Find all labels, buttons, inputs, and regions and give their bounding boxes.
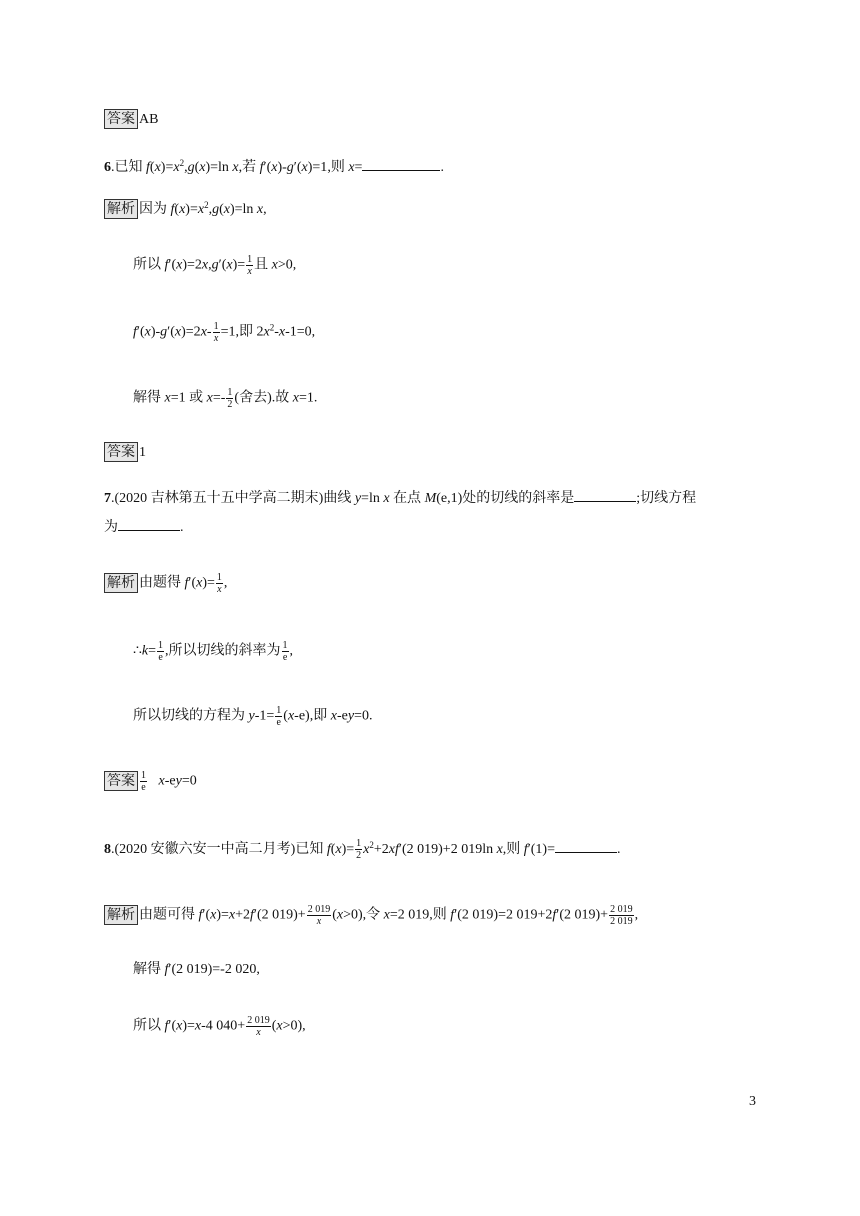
answer-blank [362,156,440,171]
analysis-6-line-4: 解得 x=1 或 x=- $\frac{1}{2}$ (舍去).故 x=1. [133,387,318,410]
analysis-text: 且 [254,257,272,273]
analysis-text: 所以 [133,257,165,273]
analysis-text: ,令 [362,907,384,923]
analysis-8-line-3: 所以 f′(x)=x-4 040+ $\frac{2 019}{x}$ (x>0), [133,1015,306,1038]
answer-row-7: 答案 $\frac{1}{e}$ x-ey=0 [104,770,197,793]
analysis-7-line-3: 所以切线的方程为 y-1= $\frac{1}{e}$ (x-e),即 x-ey=0. [133,705,373,728]
answer-label: 答案 [104,442,138,462]
fraction: $\frac{1}{x}$ [247,254,253,277]
analysis-8-line-1: 解析 由题可得 f′(x)=x+2f′(2 019)+ $\frac{2 019}{x}$ (x>0),令 x=2 019,则 f′(2 019)=2 019+2f′(2 019)+ $\frac{2 019}{2 019}$ , [104,904,638,927]
answer-text: 1 [139,445,146,460]
analysis-6-line-1: 解析 因为 $f(x)=x^2,g(x)=\ln$ x, [104,199,267,220]
question-text: 为 [104,520,118,535]
analysis-label: 解析 [104,573,138,593]
analysis-text: (舍去).故 [234,390,293,406]
answer-blank [574,487,636,502]
fraction: $\frac{1}{x}$ [216,572,222,595]
answer-row-5 [104,109,158,130]
answer-text: AB [139,112,159,127]
analysis-text: ,所以切线的斜率为 [165,643,281,659]
answer-label: 答案 [104,771,138,791]
fraction: $\frac{1}{e}$ [141,770,146,793]
page-number: 3 [749,1094,756,1109]
analysis-label: 解析 [104,199,138,219]
analysis-text: ∴ [133,643,142,659]
fraction: $\frac{1}{x}$ [213,321,219,344]
analysis-text: ,即 [309,708,331,724]
fraction: $\frac{1}{e}$ [158,640,164,663]
question-text: 处的切线的斜率是 [462,491,575,506]
analysis-text: 由题得 [139,575,185,591]
question-6-stem: 6.已知 $f(x)=x^2,g(x)=\ln$ x,若 f′(x)-g′(x)=1,则 x= . [104,158,444,175]
analysis-text: 由题可得 [139,907,199,923]
question-text: 在点 [389,491,425,506]
answer-label: 答案 [104,109,138,129]
analysis-label: 解析 [104,905,138,925]
question-text: ;切线方程 [636,491,697,506]
fraction: $\frac{1}{e}$ [282,640,288,663]
question-number: 7 [104,491,111,506]
question-7-stem: 7.(2020 吉林第五十五中学高二期末)曲线 y=ln x 在点 M(e,1)处的切线的斜率是 ;切线方程 [104,487,696,509]
question-number: 6 [104,160,111,175]
question-text: .(2020 安徽六安一中高二月考)已知 [111,842,327,857]
fraction: $\frac{1}{e}$ [276,705,282,728]
analysis-8-line-2: 解得 f′(2 019)=-2 020, [133,962,260,977]
fraction: $\frac{2 019}{2 019}$ [610,904,633,927]
analysis-7-line-2: ∴k= $\frac{1}{e}$ ,所以切线的斜率为 $\frac{1}{e}$ , [133,640,294,663]
question-number: 8 [104,842,111,857]
question-text: .已知 [111,160,146,175]
question-text: ,则 [502,842,524,857]
analysis-text: ,则 [429,907,451,923]
fraction: $\frac{1}{2}$ [227,387,233,410]
analysis-text: ,即 [235,324,257,340]
fraction: $\frac{1}{2}$ [356,838,362,862]
answer-row-6 [104,442,146,463]
question-text: ,若 [238,160,260,175]
question-text: .(2020 吉林第五十五中学高二期末)曲线 [111,491,355,506]
question-8-stem: 8.(2020 安徽六安一中高二月考)已知 f(x)= $\frac{1}{2}$ $x^2+2xf'(2$ 019)+2 019ln x,则 f′(1)= . [104,838,621,862]
fraction: $\frac{2 019}{x}$ [247,1015,270,1038]
analysis-6-line-3: f′(x)-g′(x)=2x- $\frac{1}{x}$ =1,即 $2x^2-x-1=0$, [133,321,316,344]
analysis-7-line-1: 解析 由题得 f′(x)= $\frac{1}{x}$ , [104,572,227,595]
analysis-text: 所以切线的方程为 [133,708,249,724]
question-7-stem-cont: 为 . [104,516,184,538]
analysis-text: 或 [185,390,207,406]
analysis-text: 解得 [133,390,165,406]
analysis-text: 因为 [139,202,171,217]
fraction: $\frac{2 019}{x}$ [307,904,331,927]
analysis-text: 解得 [133,962,165,977]
analysis-text: 所以 [133,1018,165,1034]
analysis-6-line-2: 所以 f′(x)=2x,g′(x)= $\frac{1}{x}$ 且 x>0, [133,254,297,277]
answer-blank [555,838,617,853]
answer-blank [118,516,180,531]
question-text: ,则 [327,160,349,175]
